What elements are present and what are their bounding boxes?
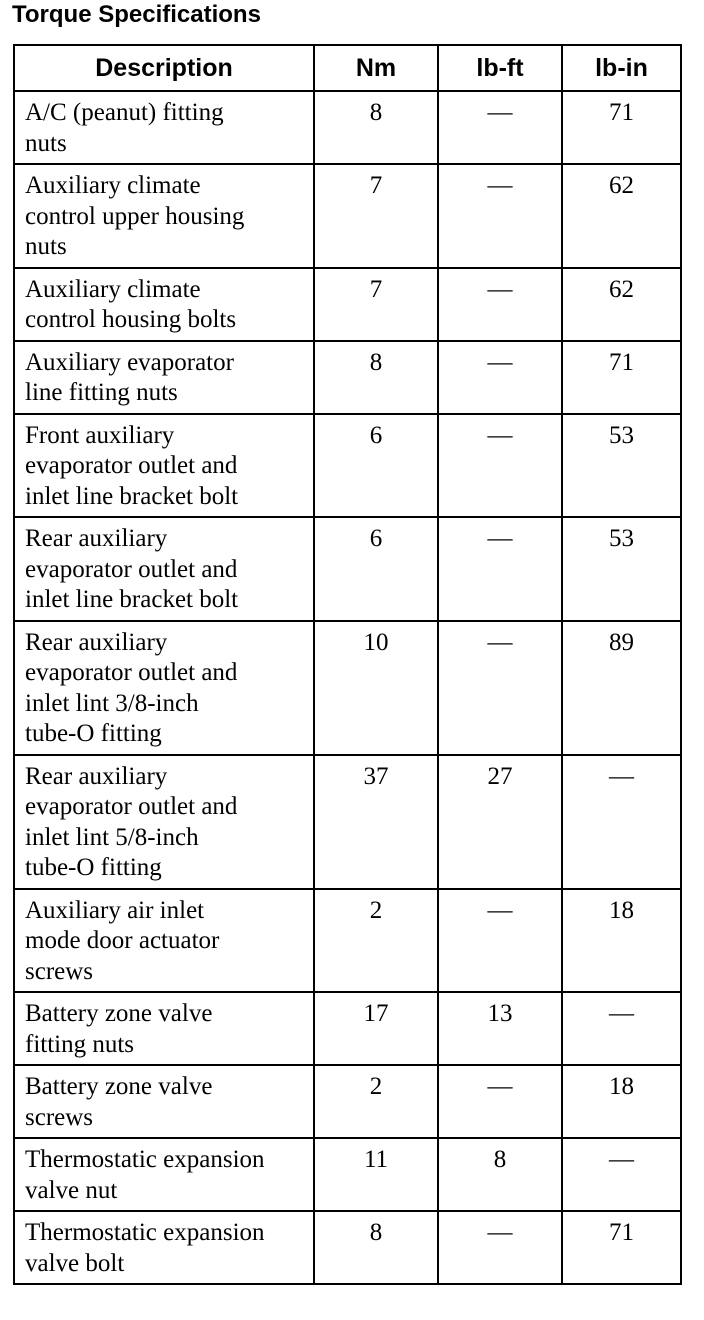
lbft-cell: —: [438, 517, 562, 621]
lbft-cell: —: [438, 1065, 562, 1138]
nm-cell: 7: [314, 164, 438, 268]
page-title: Torque Specifications: [12, 1, 261, 28]
lbin-cell: 89: [562, 621, 681, 755]
nm-cell: 6: [314, 517, 438, 621]
description-line: screws: [25, 957, 94, 985]
lbin-cell: 62: [562, 164, 681, 268]
description-cell: [14, 755, 314, 889]
description-line: Auxiliary evaporator: [25, 348, 234, 376]
description-cell: [14, 341, 314, 414]
description-line: Thermostatic expansion: [25, 1219, 265, 1246]
description-line: Auxiliary air inlet: [25, 896, 205, 924]
lbin-cell: 71: [562, 341, 681, 414]
header-row: [14, 45, 681, 91]
lbin-cell: —: [562, 755, 681, 889]
nm-cell: 8: [314, 341, 438, 414]
lbft-cell: —: [438, 164, 562, 268]
lbin-cell: 62: [562, 268, 681, 341]
nm-cell: 37: [314, 755, 438, 889]
description-line: valve nut: [25, 1176, 118, 1204]
nm-cell: 2: [314, 889, 438, 993]
table-row: [14, 164, 681, 268]
lbft-cell: 13: [438, 992, 562, 1065]
description-cell: [14, 164, 314, 268]
description-line: Battery zone valve: [25, 1073, 213, 1100]
description-line: line fitting nuts: [25, 379, 178, 406]
nm-cell: 8: [314, 1211, 438, 1284]
description-line: Front auxiliary: [25, 421, 175, 449]
description-line: Auxiliary climate: [25, 275, 201, 303]
table-body: [14, 91, 681, 1284]
nm-cell: 8: [314, 91, 438, 164]
description-line: nuts: [25, 129, 67, 157]
header-lbin: lb-in: [562, 45, 681, 91]
description-line: Auxiliary climate: [25, 172, 201, 199]
description-cell: [14, 1138, 314, 1211]
description-line: Battery zone valve: [25, 1000, 213, 1027]
table-row: [14, 1065, 681, 1138]
torque-specifications-table: [13, 44, 682, 1285]
description-line: control housing bolts: [25, 306, 237, 333]
description-line: control upper housing: [25, 202, 245, 230]
description-line: evaporator outlet and: [25, 452, 238, 479]
header-lbft: lb-ft: [438, 45, 562, 91]
lbft-cell: —: [438, 621, 562, 755]
table-row: [14, 341, 681, 414]
description-cell: [14, 414, 314, 518]
lbin-cell: 71: [562, 1211, 681, 1284]
description-line: inlet lint 5/8-inch: [25, 823, 199, 851]
description-cell: [14, 517, 314, 621]
lbin-cell: 53: [562, 414, 681, 518]
description-cell: [14, 268, 314, 341]
table-row: [14, 517, 681, 621]
table-row: [14, 621, 681, 755]
header-description: Description: [14, 45, 314, 91]
lbin-cell: 18: [562, 889, 681, 993]
description-line: tube-O fitting: [25, 854, 162, 881]
lbft-cell: —: [438, 414, 562, 518]
table-row: [14, 755, 681, 889]
nm-cell: 6: [314, 414, 438, 518]
table-row: [14, 1211, 681, 1284]
table-row: [14, 414, 681, 518]
description-cell: [14, 91, 314, 164]
description-line: tube-O fitting: [25, 720, 162, 747]
lbin-cell: —: [562, 992, 681, 1065]
nm-cell: 7: [314, 268, 438, 341]
description-line: inlet lint 3/8-inch: [25, 689, 199, 717]
table-header: [14, 45, 681, 91]
lbin-cell: 18: [562, 1065, 681, 1138]
table-row: [14, 992, 681, 1065]
description-line: evaporator outlet and: [25, 555, 238, 583]
nm-cell: 2: [314, 1065, 438, 1138]
description-cell: [14, 992, 314, 1065]
table-row: [14, 1138, 681, 1211]
lbft-cell: 27: [438, 755, 562, 889]
description-line: valve bolt: [25, 1249, 125, 1277]
lbft-cell: 8: [438, 1138, 562, 1211]
lbin-cell: 53: [562, 517, 681, 621]
description-line: Rear auxiliary: [25, 525, 168, 552]
description-line: fitting nuts: [25, 1030, 135, 1058]
table-row: [14, 889, 681, 993]
description-cell: [14, 1211, 314, 1284]
lbft-cell: —: [438, 91, 562, 164]
lbft-cell: —: [438, 341, 562, 414]
description-line: mode door actuator: [25, 927, 220, 954]
description-line: Thermostatic expansion: [25, 1146, 265, 1173]
table-row: [14, 268, 681, 341]
description-line: inlet line bracket bolt: [25, 586, 239, 613]
description-line: Rear auxiliary: [25, 762, 168, 790]
description-line: evaporator outlet and: [25, 793, 238, 820]
description-line: A/C (peanut) fitting: [25, 99, 224, 126]
lbft-cell: —: [438, 268, 562, 341]
nm-cell: 10: [314, 621, 438, 755]
lbft-cell: —: [438, 1211, 562, 1284]
description-line: evaporator outlet and: [25, 659, 238, 686]
description-line: screws: [25, 1103, 94, 1131]
description-cell: [14, 1065, 314, 1138]
description-line: nuts: [25, 233, 67, 260]
nm-cell: 17: [314, 992, 438, 1065]
description-cell: [14, 621, 314, 755]
lbft-cell: —: [438, 889, 562, 993]
lbin-cell: —: [562, 1138, 681, 1211]
description-line: inlet line bracket bolt: [25, 482, 239, 510]
nm-cell: 11: [314, 1138, 438, 1211]
description-cell: [14, 889, 314, 993]
header-nm: Nm: [314, 45, 438, 91]
lbin-cell: 71: [562, 91, 681, 164]
table-row: [14, 91, 681, 164]
description-line: Rear auxiliary: [25, 628, 168, 656]
